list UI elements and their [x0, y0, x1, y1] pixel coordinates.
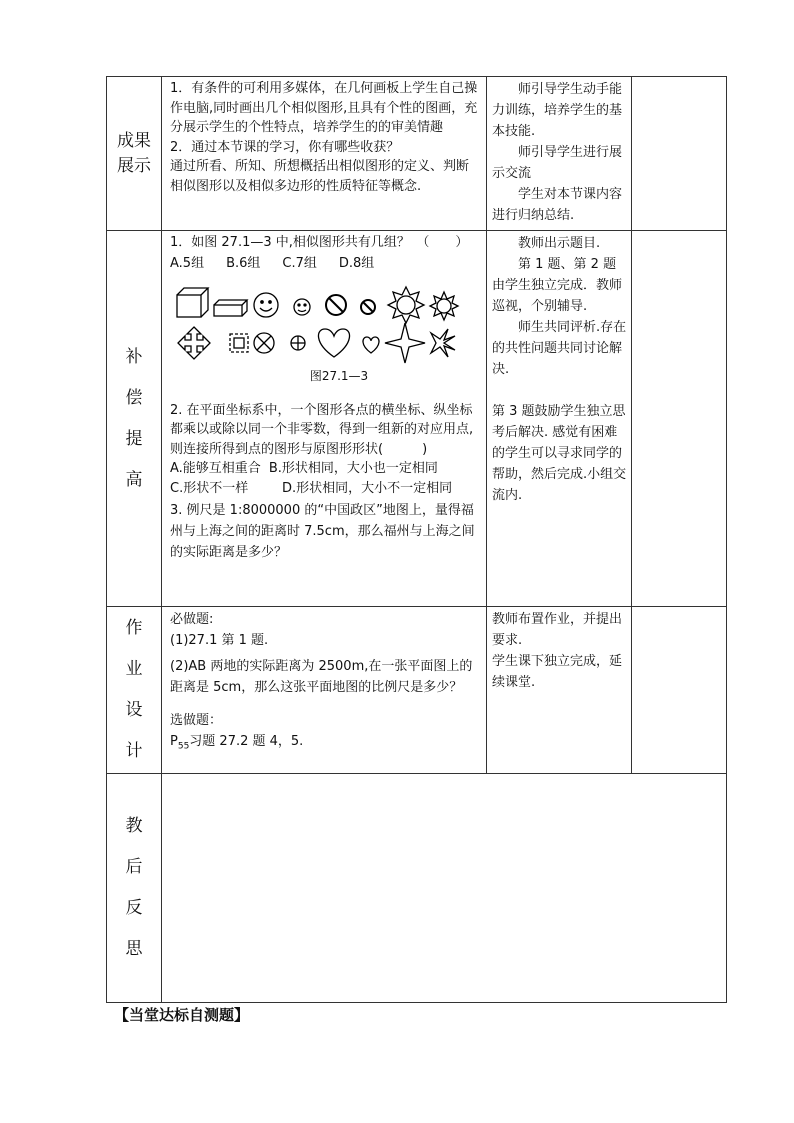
label-char: 高 [125, 469, 143, 490]
circled-plus-shape [291, 336, 305, 350]
heart-small [363, 337, 379, 353]
option: B.形状相同，大小也一定相同 [268, 461, 438, 476]
required-title: 必做题: [170, 612, 214, 627]
heart-large [318, 329, 349, 357]
teacher-note-1: 教师出示题目. [518, 236, 601, 251]
label-cell [107, 607, 162, 774]
option: D.8组 [338, 255, 375, 271]
option: D.形状相同，大小不一定相同 [282, 480, 453, 496]
teacher-note-2: 师引导学生进行展示交流 [492, 145, 623, 181]
question-3: 3. 例尺是 1:8000000 的“中国政区”地图上，量得福州与上海之间的距离时 7.5cm，那么福州与上海之间的实际距离是多少？ [170, 503, 475, 560]
result-item-3: 通过所看、所知、所想概括出相似图形的定义、判断相似图形以及相似多边形的性质特征等概念. [170, 159, 470, 194]
label-cell [107, 77, 162, 231]
cube-shape [177, 288, 208, 317]
dashed-square-shape [230, 334, 248, 352]
label-cell [107, 774, 162, 1003]
teacher-note-2: 第 1 题、第 2 题由学生独立完成．教师巡视，个别辅导. [492, 257, 623, 314]
smiley-face-large [254, 293, 278, 317]
lesson-plan-table [106, 76, 727, 1003]
reflection-cell [162, 774, 727, 1003]
row-practice [107, 231, 727, 607]
required-item-2: (2)AB 两地的实际距离为 2500m,在一张平面图上的距离是 5cm，那么这张平面地图的比例尺是多少？ [170, 659, 473, 695]
section-heading: 【当堂达标自测题】 [114, 1006, 250, 1024]
teacher-note-3: 师生共同评析.存在的共性问题共同讨论解决. [492, 320, 627, 377]
option: A.能够互相重合 [170, 461, 261, 476]
option: B.6组 [226, 255, 261, 271]
row-result-display [107, 77, 727, 231]
content-cell [162, 607, 487, 774]
teacher-note-1: 教师布置作业，并提出要求. [492, 612, 623, 648]
result-item-2: 2．通过本节课的学习，你有哪些收获？ [170, 139, 400, 155]
shapes-figure [174, 285, 474, 387]
empty-cell [632, 607, 727, 774]
four-point-star-small [431, 329, 455, 357]
option: C.7组 [282, 255, 317, 271]
circled-x-shape [254, 333, 274, 353]
optional-item [170, 731, 480, 758]
teacher-cell [487, 77, 632, 231]
question-1: 1．如图 27.1—3 中,相似图形共有几组？ （ ） [170, 235, 469, 250]
empty-cell [632, 77, 727, 231]
row-reflection [107, 774, 727, 1003]
figure-caption: 图27.1—3 [309, 369, 369, 383]
label-char: 设 [125, 700, 143, 720]
label-char: 作 [125, 618, 143, 638]
content-cell [162, 231, 487, 607]
label-char: 后 [125, 857, 143, 877]
row-homework [107, 607, 727, 774]
empty-cell [632, 231, 727, 607]
label-char: 业 [125, 659, 143, 679]
no-sign-small [361, 300, 375, 314]
label-char: 补 [125, 346, 143, 367]
label-char: 计 [125, 741, 143, 761]
question-1-options [170, 254, 480, 274]
teacher-note-2: 学生课下独立完成，延续课堂. [492, 654, 623, 690]
teacher-note-4: 第 3 题鼓励学生独立思考后解决. 感觉有困难的学生可以寻求同学的帮助，然后完成.小组交流内. [492, 404, 627, 503]
optional-title: 选做题： [170, 713, 223, 728]
sun-small [430, 292, 458, 320]
label-char: 提 [125, 428, 143, 449]
label-char: 偿 [125, 387, 143, 408]
option: C.形状不一样 [170, 480, 249, 496]
teacher-cell [487, 607, 632, 774]
teacher-note-3: 学生对本节课内容进行归纳总结. [492, 187, 623, 223]
shapes-figure-svg [174, 285, 474, 365]
page-number: 55 [177, 741, 190, 752]
cross-arrows-shape [178, 327, 210, 359]
teacher-cell [487, 231, 632, 607]
result-item-1: 1．有条件的可利用多媒体，在几何画板上学生自己操作电脑,同时画出几个相似图形,且具有个性的图画，充分展示学生的个性特点，培养学生的的审美情趣 [170, 81, 478, 135]
label-char: 反 [125, 898, 143, 918]
label-char: 思 [125, 939, 143, 959]
flat-box-shape [214, 300, 247, 316]
four-point-star-large [385, 323, 425, 363]
no-sign-large [326, 295, 346, 315]
question-2: 2. 在平面坐标系中，一个图形各点的横坐标、纵坐标都乘以或除以同一个非零数，得到一组新的对应用点,则连接所得到点的图形与原图形形状( ) [170, 402, 474, 457]
question-2-options-row2 [170, 479, 480, 499]
content-cell [162, 77, 487, 231]
question-2-options-row1 [170, 459, 480, 479]
required-item-1: (1)27.1 第 1 题. [170, 633, 269, 648]
sun-large [388, 287, 424, 323]
option: A.5组 [170, 255, 205, 271]
smiley-face-small [294, 299, 310, 315]
label-char: 教 [125, 816, 143, 836]
page-prefix: P [170, 734, 178, 749]
teacher-note-1: 师引导学生动手能力训练，培养学生的基本技能. [492, 82, 623, 139]
label-result-display: 成果展示 [116, 130, 151, 176]
optional-text: 习题 27.2 题 4，5. [189, 734, 304, 749]
label-cell [107, 231, 162, 607]
